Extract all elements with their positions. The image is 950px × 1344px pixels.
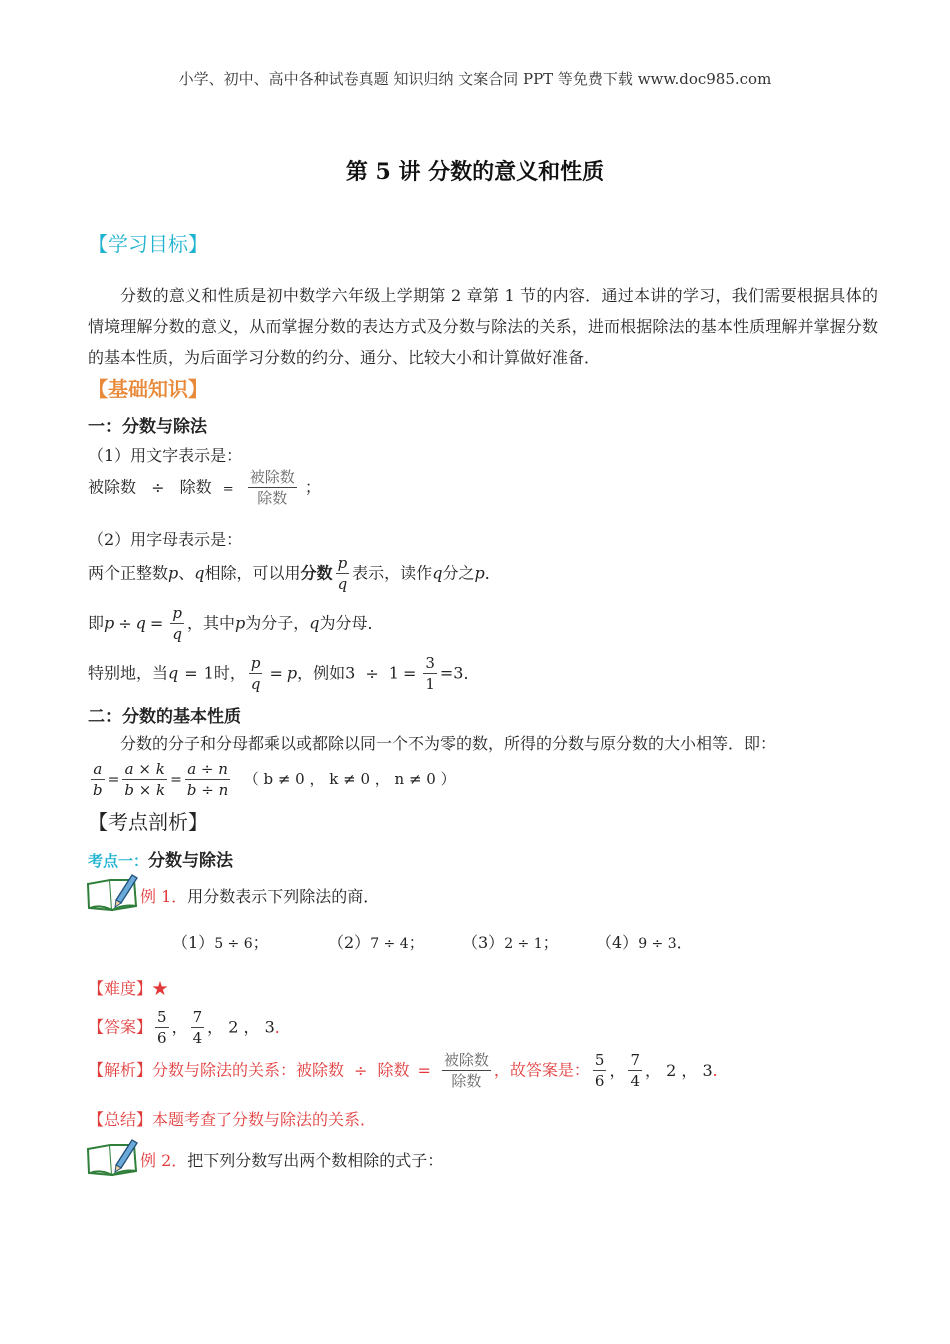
lecture-title: 第 5 讲 分数的意义和性质 (345, 159, 605, 185)
goals-heading: 【学习目标】 (88, 232, 208, 256)
item1-expr: 5 ÷ 6 (214, 936, 253, 952)
basics-heading: 【基础知识】 (88, 377, 208, 401)
word-mid: 除数 (179, 477, 212, 497)
l3c: 表示，读作 (352, 563, 433, 583)
l4-eq: = (149, 613, 164, 633)
ans-end: ． (274, 1017, 291, 1037)
f-akbk (122, 762, 167, 798)
l5-p: p (286, 663, 298, 683)
s2-formula (88, 762, 456, 798)
sep: 、 (178, 563, 195, 583)
f-axk: a × k (122, 762, 167, 780)
ex1-explain (88, 1053, 729, 1089)
ans-n1: 5 (157, 1008, 167, 1026)
f-a: a (91, 762, 105, 780)
read-p: p (474, 563, 485, 583)
ans-frac1 (155, 1010, 169, 1046)
explain-answer (590, 1051, 713, 1090)
p-over-q (336, 556, 350, 592)
word-left: 被除数 (88, 477, 137, 497)
ex-d2: 4 (630, 1072, 640, 1090)
ex2-label: 例 2． (140, 1151, 188, 1170)
semicolon: ； (304, 477, 321, 497)
summary-label: 【总结】 (88, 1110, 153, 1129)
f-ab (91, 762, 105, 798)
summary-text: 本题考查了分数与除法的关系． (152, 1110, 377, 1129)
ex1-text: 用分数表示下列除法的商． (187, 887, 380, 906)
l5c: 时， (213, 663, 246, 683)
book-pencil-icon (86, 1137, 138, 1177)
ex1-label: 例 1． (140, 887, 188, 906)
word-formula (88, 470, 321, 506)
l5-eq: = (184, 663, 198, 683)
difficulty-label: 【难度】 (88, 979, 153, 998)
l4-div: ÷ (118, 613, 132, 633)
explain-d: 除数 (451, 1072, 482, 1090)
l5-one2: 1 (388, 663, 399, 683)
item4-end: ． (676, 933, 693, 952)
page-header: 小学、初中、高中各种试卷真题 知识归纳 文案合同 PPT 等免费下载 www.doc985.com (178, 70, 772, 88)
ans-d2: 4 (192, 1029, 203, 1047)
frac-q: q (337, 575, 348, 593)
analysis-heading: 【考点剖析】 (88, 810, 208, 834)
var-p: p (168, 563, 179, 583)
l4-frac (170, 606, 184, 642)
ex-rest: ， 2 ， 3 (645, 1060, 713, 1080)
l5-frac-q: q (250, 675, 261, 693)
l4d: 为分母． (319, 613, 384, 633)
ex1-item-4 (596, 930, 693, 953)
l3d: 分之 (442, 563, 475, 583)
item2-end: ； (408, 933, 425, 952)
s1-title: 一：分数与除法 (88, 417, 207, 437)
ans-d1: 6 (157, 1029, 167, 1047)
f-eq2: = (170, 772, 182, 788)
ex1-summary (88, 1107, 376, 1130)
word-fraction (248, 470, 297, 506)
ex1-answer (88, 1010, 291, 1046)
explain-n: 被除数 (443, 1051, 489, 1069)
frac31-n: 3 (425, 654, 435, 672)
f-adn: a ÷ n (185, 762, 230, 780)
frac-p: p (337, 554, 348, 572)
ex1-question (140, 884, 379, 907)
l5-q: q (168, 663, 179, 683)
s2-text: 分数的分子和分母都乘以或都除以同一个不为零的数，所得的分数与原分数的大小相等．即： (120, 734, 777, 753)
l5-div: ÷ (365, 663, 379, 683)
f-cond: （ b ≠ 0 ， k ≠ 0 ， n ≠ 0 ） (243, 770, 456, 788)
explain-label: 【解析】 (88, 1060, 153, 1080)
item1-end: ； (252, 933, 269, 952)
f-bxk: b × k (124, 781, 166, 799)
l4b: ，其中 (186, 613, 235, 633)
ex-comma: ， (609, 1060, 626, 1080)
l5-frac (249, 656, 263, 692)
f-eq1: = (107, 772, 120, 788)
ex-n1: 5 (594, 1051, 605, 1069)
l5d: ，例如 (297, 663, 346, 683)
ex-end: ． (712, 1060, 729, 1080)
ans-rest: ， 2 ， 3 (207, 1017, 275, 1037)
ex-d1: 6 (594, 1072, 605, 1090)
var-q: q (194, 563, 205, 583)
goals-text: 分数的意义和性质是初中数学六年级上学期第 2 章第 1 节的内容．通过本讲的学习，我们需要根据具体的情境理解分数的意义，从而掌握分数的表达方式及分数与除法的关系，进而根据除法的基本性质理解并掌握分数的基本性质，为后面学习分数的约分、通分、比较大小和计算做好准备． (88, 286, 878, 367)
item1-num: （1） (172, 933, 215, 952)
l5-eq2: = (269, 663, 283, 683)
s1-line3 (88, 556, 501, 592)
div-sign: ÷ (151, 477, 165, 497)
explain-after: ，故答案是： (493, 1060, 590, 1080)
item4-num: （4） (596, 933, 639, 952)
l4a: 即 (88, 613, 105, 633)
l4-frac-q: q (172, 625, 182, 643)
kp1 (88, 846, 233, 871)
ex-frac1 (593, 1053, 607, 1089)
explain-text: 分数与除法的关系：被除数 (152, 1060, 345, 1080)
eq-sign: = (222, 481, 234, 497)
item4-expr: 9 ÷ 3 (638, 936, 677, 952)
l5e: =3． (439, 663, 480, 683)
word-frac-num: 被除数 (249, 468, 295, 486)
ex2-question (140, 1148, 443, 1171)
item3-expr: 2 ÷ 1 (504, 936, 543, 952)
item3-num: （3） (462, 933, 505, 952)
f-bdn: b ÷ n (186, 781, 229, 799)
l5-frac-p: p (250, 654, 261, 672)
item2-expr: 7 ÷ 4 (370, 936, 409, 952)
s1-p1: （1）用文字表示是： (88, 446, 243, 465)
read-q: q (432, 563, 443, 583)
s1-line4 (88, 606, 383, 642)
l4-q2: q (309, 613, 320, 633)
ans-n2: 7 (192, 1008, 203, 1026)
ans-frac2 (191, 1010, 205, 1046)
l5-three: 3 (345, 663, 356, 683)
ex1-item-1 (172, 930, 269, 953)
explain-mid: 除数 (377, 1060, 410, 1080)
answer-label: 【答案】 (88, 1017, 153, 1037)
l4c: 为分子， (245, 613, 310, 633)
difficulty-star: ★ (152, 979, 169, 998)
l4-frac-p: p (172, 604, 182, 622)
ans-comma: ， (171, 1017, 188, 1037)
l3-bold: 分数 (300, 563, 333, 583)
item3-end: ； (542, 933, 559, 952)
item2-num: （2） (328, 933, 371, 952)
l5a: 特别地，当 (88, 663, 169, 683)
ex1-difficulty (88, 976, 168, 999)
book-pencil-icon (86, 872, 138, 912)
kp1-title: 分数与除法 (148, 851, 234, 871)
ex-n2: 7 (630, 1051, 640, 1069)
ex2-text: 把下列分数写出两个数相除的式子： (187, 1151, 444, 1170)
l5-frac31 (423, 656, 437, 692)
word-frac-den: 除数 (257, 489, 288, 507)
ex1-item-3 (462, 930, 559, 953)
ex-frac2 (628, 1053, 642, 1089)
ex1-item-2 (328, 930, 425, 953)
l3b: 相除，可以用 (204, 563, 301, 583)
s2-title: 二：分数的基本性质 (88, 707, 241, 727)
l4-p2: p (234, 613, 246, 633)
explain-div: ÷ (354, 1060, 368, 1080)
f-b: b (93, 781, 103, 799)
explain-frac (442, 1053, 491, 1089)
l3a: 两个正整数 (88, 563, 169, 583)
kp1-label: 考点一： (88, 852, 149, 870)
l5-one: 1 (203, 663, 214, 683)
s1-line5 (88, 656, 479, 692)
l3-period: ． (484, 563, 501, 583)
f-anbn (185, 762, 230, 798)
l4-p: p (104, 613, 115, 633)
l5-eq3: = (402, 663, 417, 683)
frac31-d: 1 (425, 675, 435, 693)
explain-eq: = (417, 1060, 431, 1080)
l4-q: q (135, 613, 146, 633)
s1-p2: （2）用字母表示是： (88, 530, 243, 549)
